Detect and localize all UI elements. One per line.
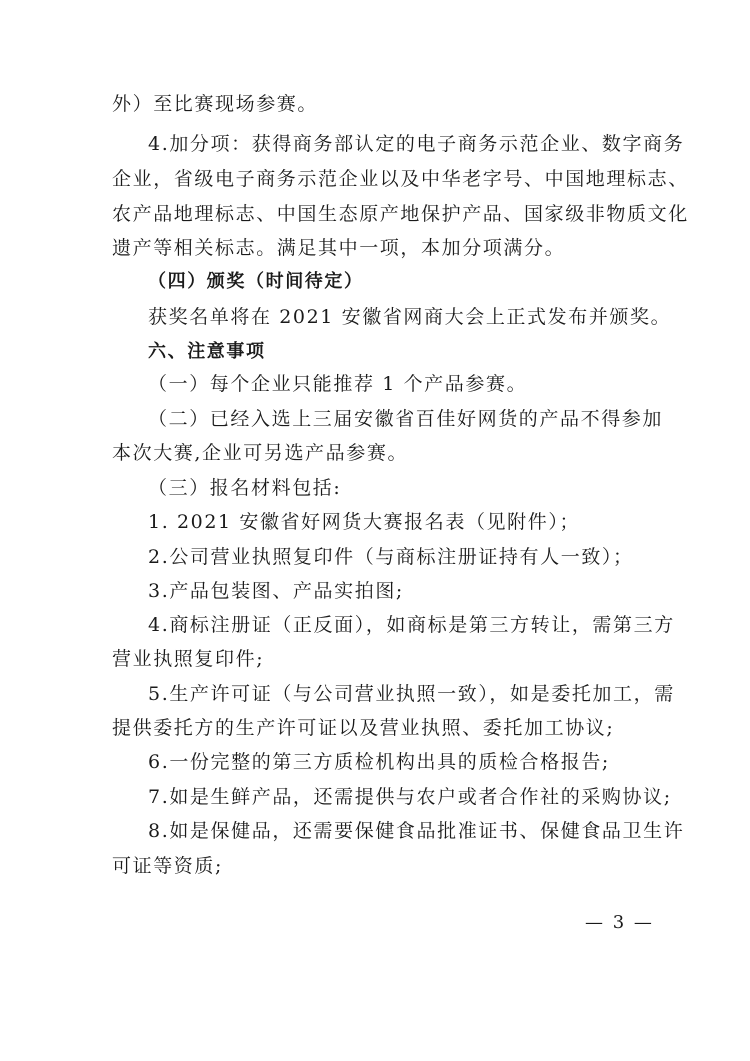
paragraph-line: 本次大赛,企业可另选产品参赛。 (112, 442, 409, 464)
list-item: 6.一份完整的第三方质检机构出具的质检合格报告; (148, 751, 610, 773)
list-item: 5.生产许可证（与公司营业执照一致），如是委托加工，需 (148, 683, 675, 705)
list-item: 8.如是保健品，还需要保健食品批准证书、保健食品卫生许 (148, 820, 685, 842)
list-item: 1. 2021 安徽省好网货大赛报名表（见附件）； (148, 511, 581, 533)
list-item: 4.商标注册证（正反面），如商标是第三方转让，需第三方 (148, 614, 675, 636)
page-number: — 3 — (585, 912, 654, 933)
paragraph-line: 企业，省级电子商务示范企业以及中华老字号、中国地理标志、 (112, 168, 689, 190)
list-item-continuation: 营业执照复印件; (112, 648, 265, 670)
paragraph-line: （三）报名材料包括: (148, 477, 342, 499)
paragraph-line: （二）已经入选上三届安徽省百佳好网货的产品不得参加 (148, 408, 664, 430)
list-item: 2.公司营业执照复印件（与商标注册证持有人一致）； (148, 546, 634, 568)
paragraph-line: （一）每个企业只能推荐 1 个产品参赛。 (148, 373, 528, 395)
section-heading: 六、注意事项 (148, 341, 266, 362)
paragraph-line: 遗产等相关标志。满足其中一项，本加分项满分。 (112, 237, 566, 259)
section-heading: （四）颁奖（时间待定） (148, 271, 364, 292)
paragraph-line: 4.加分项：获得商务部认定的电子商务示范企业、数字商务 (148, 133, 685, 155)
paragraph-line: 获奖名单将在 2021 安徽省网商大会上正式发布并颁奖。 (148, 306, 672, 328)
list-item: 3.产品包装图、产品实拍图; (148, 580, 404, 602)
list-item: 7.如是生鲜产品，还需提供与农户或者合作社的采购协议; (148, 786, 672, 808)
paragraph-line: 农产品地理标志、中国生态原产地保护产品、国家级非物质文化 (112, 203, 689, 225)
list-item-continuation: 可证等资质; (112, 855, 224, 877)
paragraph-line: 外）至比赛现场参赛。 (112, 93, 319, 115)
list-item-continuation: 提供委托方的生产许可证以及营业执照、委托加工协议; (112, 717, 615, 739)
